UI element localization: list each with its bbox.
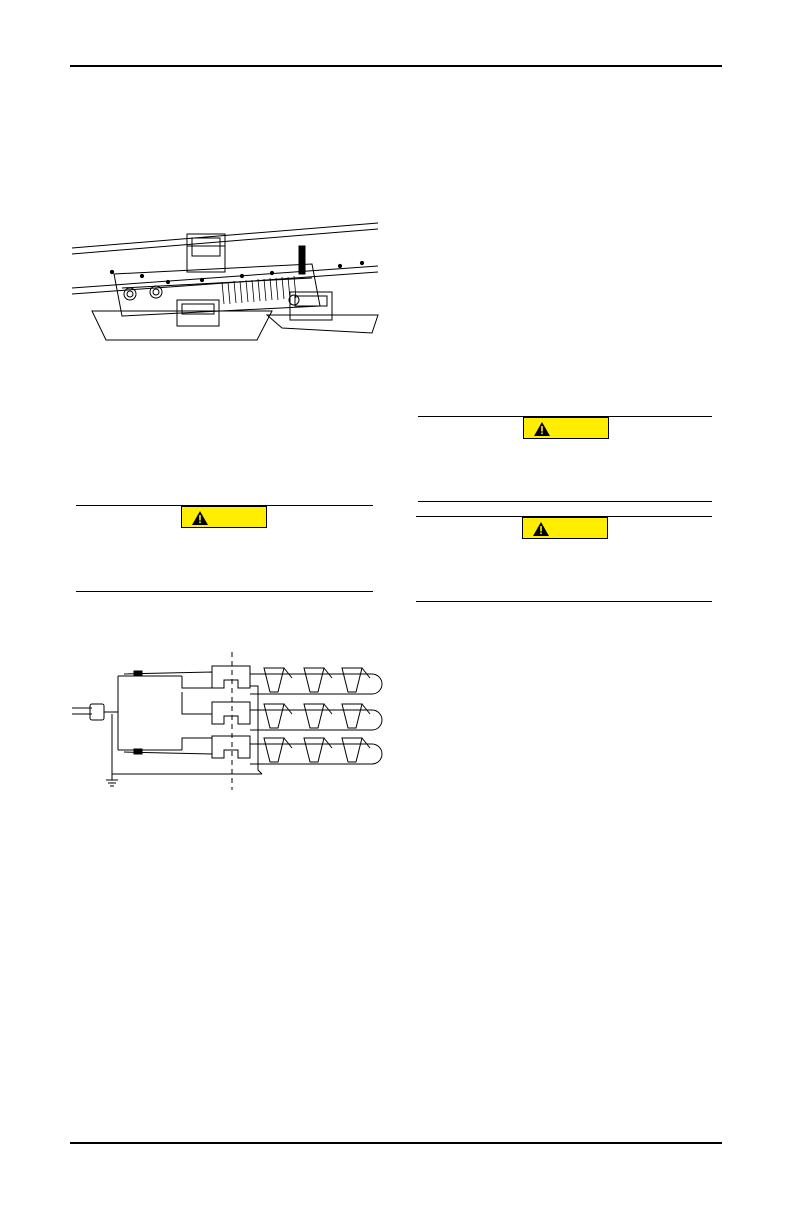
warning-badge bbox=[522, 517, 608, 539]
warning-triangle-icon bbox=[534, 422, 550, 436]
warning-block-2 bbox=[418, 416, 712, 502]
header-rule bbox=[70, 65, 722, 67]
three-phase-wiring-diagram bbox=[72, 652, 384, 792]
microinverter-rail-mount-illustration bbox=[72, 218, 380, 343]
wiring-figure bbox=[72, 652, 384, 792]
warning-block-1 bbox=[76, 505, 373, 592]
warning-badge bbox=[523, 417, 609, 439]
warning-triangle-icon bbox=[533, 522, 549, 536]
footer-rule bbox=[70, 1142, 722, 1144]
mounting-figure bbox=[72, 218, 380, 343]
warning-triangle-icon bbox=[192, 511, 208, 525]
warning-block-3 bbox=[416, 516, 712, 602]
warning-badge bbox=[181, 506, 267, 528]
